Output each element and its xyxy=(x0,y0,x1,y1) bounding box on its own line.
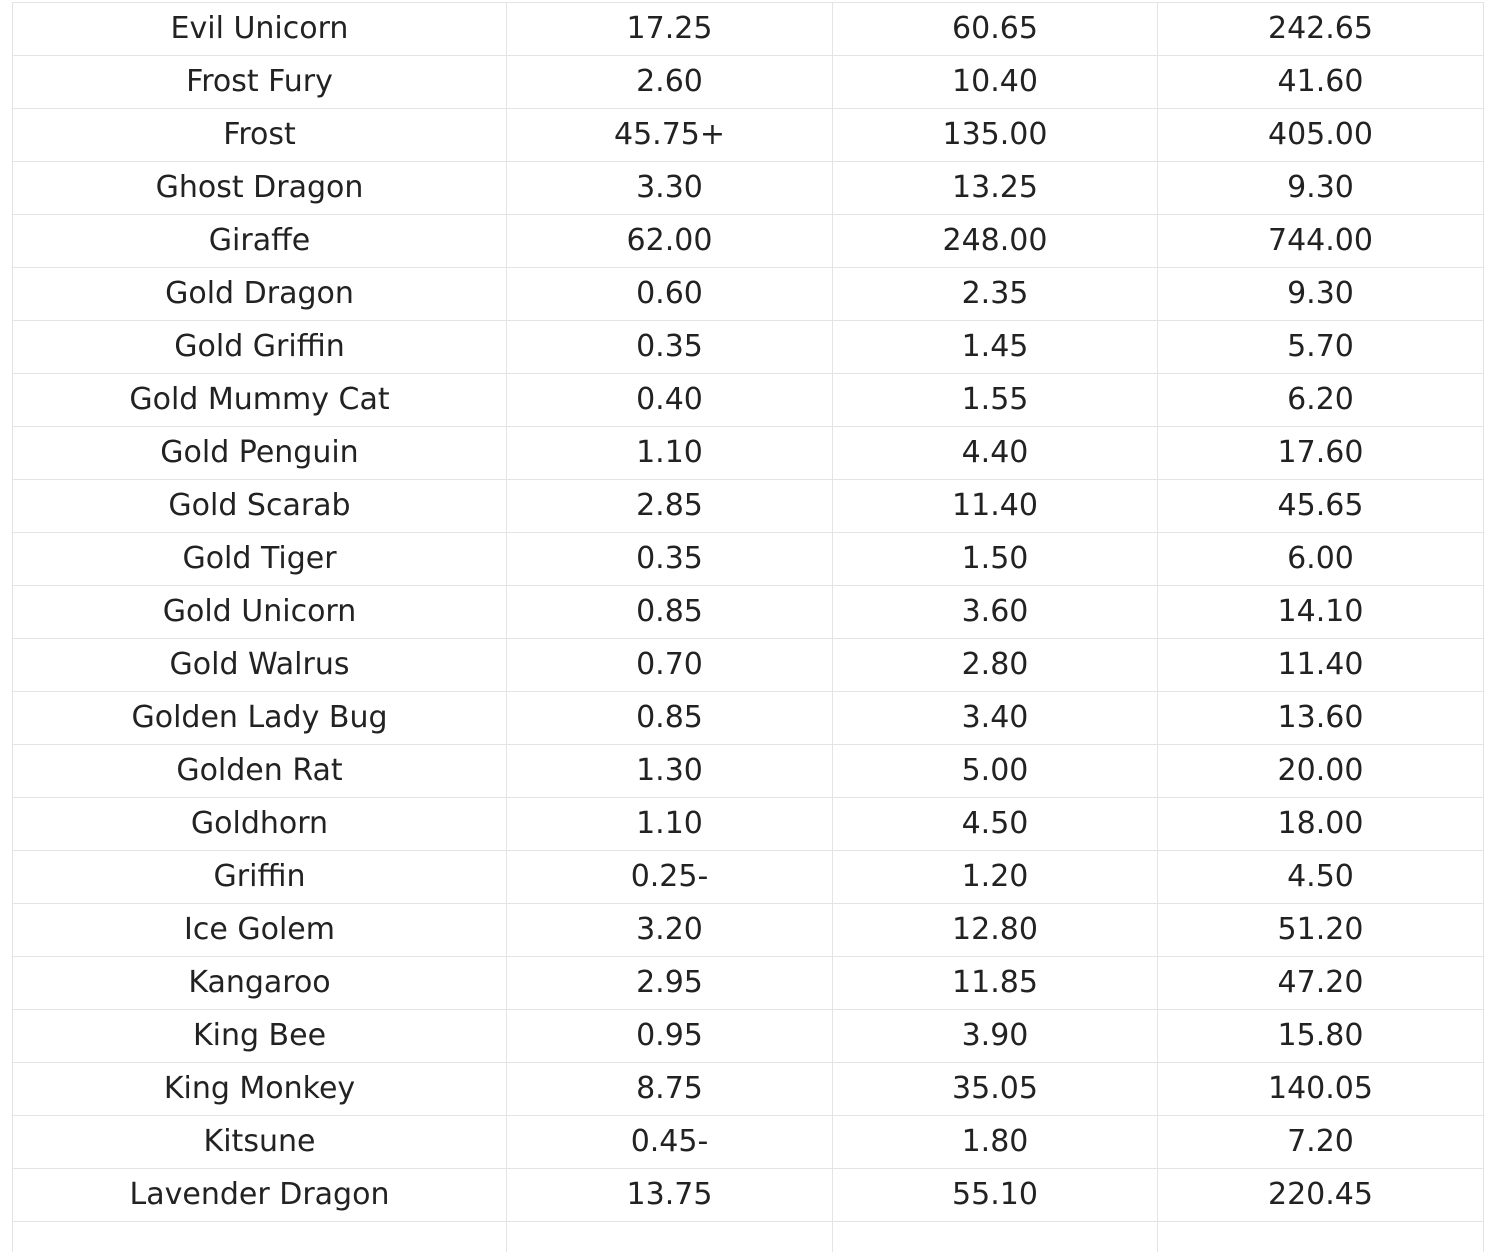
value-cell: 1.10 xyxy=(507,798,833,851)
value-cell: 60.65 xyxy=(833,3,1158,56)
value-cell: 35.05 xyxy=(833,1063,1158,1116)
pet-name-cell: Golden Lady Bug xyxy=(13,692,507,745)
value-cell: 248.00 xyxy=(833,215,1158,268)
value-cell: 1.20 xyxy=(833,851,1158,904)
value-table-container xyxy=(12,2,1483,1252)
value-cell: 135.00 xyxy=(833,109,1158,162)
empty-cell xyxy=(13,1222,507,1252)
table-row xyxy=(13,692,1484,745)
value-cell: 2.85 xyxy=(507,480,833,533)
value-cell: 0.35 xyxy=(507,321,833,374)
value-cell: 47.20 xyxy=(1158,957,1484,1010)
value-cell: 220.45 xyxy=(1158,1169,1484,1222)
value-cell: 140.05 xyxy=(1158,1063,1484,1116)
table-row xyxy=(13,1169,1484,1222)
pet-name-cell: Gold Walrus xyxy=(13,639,507,692)
value-cell: 13.25 xyxy=(833,162,1158,215)
table-row xyxy=(13,215,1484,268)
value-cell: 62.00 xyxy=(507,215,833,268)
value-cell: 9.30 xyxy=(1158,162,1484,215)
table-row xyxy=(13,904,1484,957)
table-row xyxy=(13,1116,1484,1169)
value-cell: 18.00 xyxy=(1158,798,1484,851)
value-cell: 0.60 xyxy=(507,268,833,321)
value-cell: 1.55 xyxy=(833,374,1158,427)
value-cell: 11.40 xyxy=(1158,639,1484,692)
table-row xyxy=(13,798,1484,851)
value-cell: 2.80 xyxy=(833,639,1158,692)
table-row-partial xyxy=(13,1222,1484,1252)
table-row xyxy=(13,109,1484,162)
value-table-body xyxy=(13,3,1484,1252)
pet-name-cell: Gold Griffin xyxy=(13,321,507,374)
pet-name-cell: Gold Mummy Cat xyxy=(13,374,507,427)
value-cell: 2.60 xyxy=(507,56,833,109)
value-cell: 5.70 xyxy=(1158,321,1484,374)
value-cell: 242.65 xyxy=(1158,3,1484,56)
pet-name-cell: Griffin xyxy=(13,851,507,904)
table-row xyxy=(13,427,1484,480)
value-cell: 41.60 xyxy=(1158,56,1484,109)
table-row xyxy=(13,321,1484,374)
table-row xyxy=(13,162,1484,215)
value-cell: 7.20 xyxy=(1158,1116,1484,1169)
value-cell: 0.40 xyxy=(507,374,833,427)
value-table xyxy=(12,2,1484,1252)
value-cell: 17.60 xyxy=(1158,427,1484,480)
value-cell: 6.20 xyxy=(1158,374,1484,427)
pet-name-cell: Frost Fury xyxy=(13,56,507,109)
value-cell: 0.70 xyxy=(507,639,833,692)
value-cell: 4.40 xyxy=(833,427,1158,480)
value-cell: 3.30 xyxy=(507,162,833,215)
value-cell: 1.80 xyxy=(833,1116,1158,1169)
value-cell: 744.00 xyxy=(1158,215,1484,268)
pet-name-cell: Evil Unicorn xyxy=(13,3,507,56)
value-cell: 0.95 xyxy=(507,1010,833,1063)
pet-name-cell: King Bee xyxy=(13,1010,507,1063)
table-row xyxy=(13,3,1484,56)
value-cell: 405.00 xyxy=(1158,109,1484,162)
value-cell: 3.90 xyxy=(833,1010,1158,1063)
value-cell: 13.60 xyxy=(1158,692,1484,745)
empty-cell xyxy=(1158,1222,1484,1252)
value-cell: 11.40 xyxy=(833,480,1158,533)
table-row xyxy=(13,1010,1484,1063)
table-row xyxy=(13,851,1484,904)
pet-name-cell: Ice Golem xyxy=(13,904,507,957)
value-cell: 5.00 xyxy=(833,745,1158,798)
value-cell: 17.25 xyxy=(507,3,833,56)
value-cell: 3.40 xyxy=(833,692,1158,745)
pet-name-cell: Lavender Dragon xyxy=(13,1169,507,1222)
pet-name-cell: Frost xyxy=(13,109,507,162)
pet-name-cell: Gold Tiger xyxy=(13,533,507,586)
value-cell: 3.20 xyxy=(507,904,833,957)
pet-name-cell: Gold Penguin xyxy=(13,427,507,480)
value-cell: 0.85 xyxy=(507,586,833,639)
table-row xyxy=(13,586,1484,639)
table-row xyxy=(13,268,1484,321)
value-cell: 2.95 xyxy=(507,957,833,1010)
value-cell: 15.80 xyxy=(1158,1010,1484,1063)
pet-name-cell: Goldhorn xyxy=(13,798,507,851)
pet-name-cell: Gold Scarab xyxy=(13,480,507,533)
value-cell: 1.30 xyxy=(507,745,833,798)
value-cell: 55.10 xyxy=(833,1169,1158,1222)
value-cell: 0.25- xyxy=(507,851,833,904)
pet-name-cell: Kangaroo xyxy=(13,957,507,1010)
value-cell: 6.00 xyxy=(1158,533,1484,586)
value-cell: 1.45 xyxy=(833,321,1158,374)
pet-name-cell: King Monkey xyxy=(13,1063,507,1116)
value-cell: 13.75 xyxy=(507,1169,833,1222)
pet-name-cell: Ghost Dragon xyxy=(13,162,507,215)
pet-name-cell: Gold Dragon xyxy=(13,268,507,321)
value-cell: 9.30 xyxy=(1158,268,1484,321)
value-cell: 4.50 xyxy=(833,798,1158,851)
pet-name-cell: Gold Unicorn xyxy=(13,586,507,639)
table-row xyxy=(13,480,1484,533)
value-cell: 0.85 xyxy=(507,692,833,745)
table-row xyxy=(13,374,1484,427)
value-cell: 1.10 xyxy=(507,427,833,480)
pet-name-cell: Golden Rat xyxy=(13,745,507,798)
value-cell: 45.75+ xyxy=(507,109,833,162)
value-cell: 2.35 xyxy=(833,268,1158,321)
table-row xyxy=(13,639,1484,692)
value-cell: 10.40 xyxy=(833,56,1158,109)
value-cell: 12.80 xyxy=(833,904,1158,957)
value-cell: 1.50 xyxy=(833,533,1158,586)
value-cell: 45.65 xyxy=(1158,480,1484,533)
value-cell: 0.45- xyxy=(507,1116,833,1169)
value-cell: 8.75 xyxy=(507,1063,833,1116)
table-row xyxy=(13,56,1484,109)
table-row xyxy=(13,533,1484,586)
value-cell: 14.10 xyxy=(1158,586,1484,639)
table-row xyxy=(13,957,1484,1010)
empty-cell xyxy=(507,1222,833,1252)
pet-name-cell: Giraffe xyxy=(13,215,507,268)
value-cell: 20.00 xyxy=(1158,745,1484,798)
value-cell: 51.20 xyxy=(1158,904,1484,957)
value-cell: 11.85 xyxy=(833,957,1158,1010)
value-cell: 3.60 xyxy=(833,586,1158,639)
pet-name-cell: Kitsune xyxy=(13,1116,507,1169)
value-cell: 4.50 xyxy=(1158,851,1484,904)
table-row xyxy=(13,745,1484,798)
value-cell: 0.35 xyxy=(507,533,833,586)
table-row xyxy=(13,1063,1484,1116)
empty-cell xyxy=(833,1222,1158,1252)
